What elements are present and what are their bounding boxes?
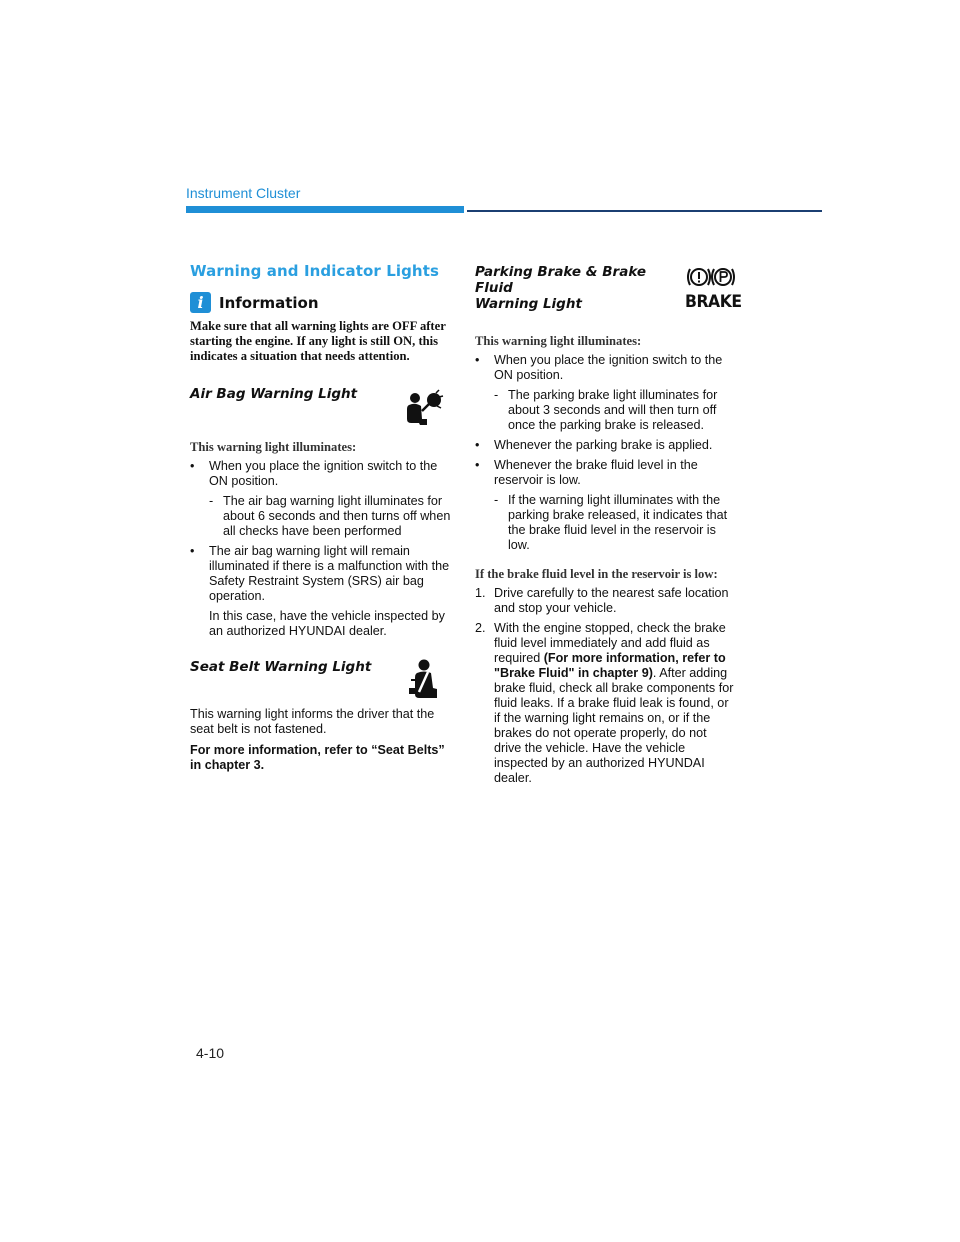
airbag-header [190,388,452,432]
list-item-text: Whenever the parking brake is applied. [494,438,713,452]
brake-header [475,264,742,312]
step-text: With the engine stopped, check the brake fluid level immediately and add fluid as required [494,621,726,665]
airbag-warning-icon [400,386,450,432]
list-item [190,544,452,639]
step-text: Drive carefully to the nearest safe location and stop your vehicle. [494,586,729,615]
sub-list-item: - The air bag warning light illuminates for about 6 seconds and then turns off when all checks have been performed [209,494,452,539]
step-item [475,586,737,616]
seatbelt-title: Seat Belt Warning Light [190,659,372,675]
step-text-continued: . After adding brake fluid, check all brake components for fluid leaks. If a brake fluid leak is found, or if the warning light remains on, or if the brakes do not operate properly, do not drive the vehicle. Have the vehicle inspected by an authorized HYUNDAI dealer. [494,666,734,785]
step-number: 1. [475,586,486,600]
seatbelt-warning-icon [400,657,450,703]
info-text: Make sure that all warning lights are OFF after starting the engine. If any light is still ON, this indicates a situation that needs attention. [190,319,446,363]
sub-list-item: - If the warning light illuminates with the parking brake released, it indicates that the brake fluid level in the reservoir is low. [494,493,737,553]
seatbelt-header [190,657,452,703]
info-title: Information [219,293,319,312]
list-item-text: The air bag warning light will remain illuminated if there is a malfunction with the Safety Restraint System (SRS) air bag operation. [209,544,450,603]
airbag-subhead: This warning light illuminates: [190,440,357,454]
info-header [190,292,452,313]
brake-title [475,264,685,312]
seatbelt-reference: For more information, refer to “Seat Belts” in chapter 3. [190,743,445,772]
brake-title-line1: Parking Brake & Brake Fluid [475,264,646,296]
list-item [475,438,737,453]
step-item [475,621,737,786]
sub-list-item: - The parking brake light illuminates for about 3 seconds and will then turn off once the parking brake is released. [494,388,737,433]
brake-low-head: If the brake fluid level in the reservoir is low: [475,567,718,581]
section-title: Warning and Indicator Lights [190,262,440,280]
list-item [475,353,737,433]
brake-icon-label: BRAKE [685,292,742,312]
brake-title-line2: Warning Light [475,296,582,312]
header-rule [467,210,822,212]
list-item-text: When you place the ignition switch to the ON position. [494,353,723,382]
list-item [190,459,452,539]
page-number: 4-10 [196,1045,225,1061]
info-icon: i [190,292,211,313]
seatbelt-text: This warning light informs the driver that the seat belt is not fastened. [190,707,435,736]
left-column [190,262,452,773]
page-header-title: Instrument Cluster [186,185,301,201]
step-number: 2. [475,621,486,635]
list-item [475,458,737,553]
brake-subhead: This warning light illuminates: [475,334,642,348]
right-column [475,264,742,791]
header-accent-bar [186,206,464,213]
airbag-list [190,459,452,639]
brake-warning-icon [685,266,742,312]
list-item-note: In this case, have the vehicle inspected by an authorized HYUNDAI dealer. [209,609,445,638]
brake-list [475,353,737,553]
airbag-title: Air Bag Warning Light [190,386,358,402]
brake-steps [475,586,737,786]
list-item-text: When you place the ignition switch to the ON position. [209,459,438,488]
list-item-text: Whenever the brake fluid level in the reservoir is low. [494,458,698,487]
step-reference: (For more information, refer to "Brake Fluid" in chapter 9) [494,651,726,680]
